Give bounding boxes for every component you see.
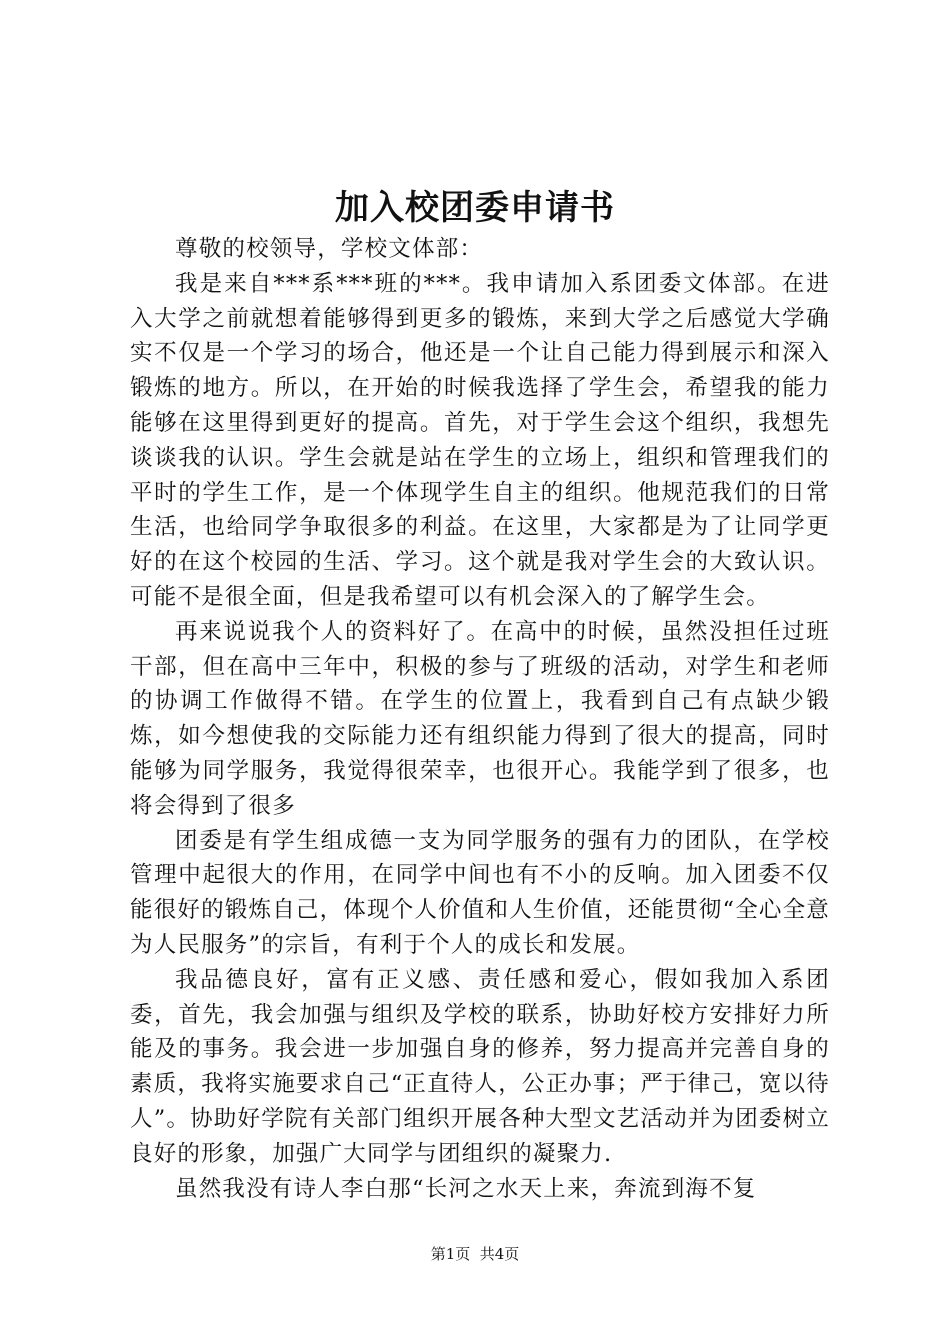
page-footer (0, 1244, 950, 1264)
document-body (130, 232, 830, 1206)
salutation: 尊敬的校领导，学校文体部： (175, 236, 484, 262)
paragraph: 再来说说我个人的资料好了。在高中的时候，虽然没担任过班干部，但在高中三年中，积极的参与了班级的活动，对学生和老师的协调工作做得不错。在学生的位置上，我看到自己有点缺少锻炼，如今想使我的交际能力还有组织能力得到了很大的提高，同时能够为同学服务，我觉得很荣幸，也很开心。我能学到了很多，也将会得到了很多 (130, 618, 830, 819)
paragraph: 我品德良好，富有正义感、责任感和爱心，假如我加入系团委，首先，我会加强与组织及学校的联系，协助好校方安排好力所能及的事务。我会进一步加强自身的修养，努力提高并完善自身的素质，我将实施要求自己“正直待人，公正办事；严于律己，宽以待人”。协助好学院有关部门组织开展各种大型文艺活动并为团委树立良好的形象，加强广大同学与团组织的凝聚力. (130, 966, 831, 1167)
paragraph: 虽然我没有诗人李白那“长河之水天上来，奔流到海不复 (175, 1175, 757, 1202)
document-title: 加入校团委申请书 (335, 188, 615, 228)
paragraph: 我是来自***系***班的***。我申请加入系团委文体部。在进入大学之前就想着能够得到更多的锻炼，来到大学之后感觉大学确实不仅是一个学习的场合，他还是一个让自己能力得到展示和深入锻炼的地方。所以，在开始的时候我选择了学生会，希望我的能力能够在这里得到更好的提高。首先，对于学生会这个组织，我想先谈谈我的认识。学生会就是站在学生的立场上，组织和管理我们的平时的学生工作，是一个体现学生自主的组织。他规范我们的日常生活，也给同学争取很多的利益。在这里，大家都是为了让同学更好的在这个校园的生活、学习。这个就是我对学生会的大致认识。可能不是很全面，但是我希望可以有机会深入的了解学生会。 (130, 270, 830, 610)
paragraph: 团委是有学生组成德一支为同学服务的强有力的团队，在学校管理中起很大的作用，在同学中间也有不小的反响。加入团委不仅能很好的锻炼自己，体现个人价值和人生价值，还能贯彻“全心全意为人民服务”的宗旨，有利于个人的成长和发展。 (130, 827, 831, 958)
page-number-label: 第1页 共4页 (430, 1245, 520, 1263)
